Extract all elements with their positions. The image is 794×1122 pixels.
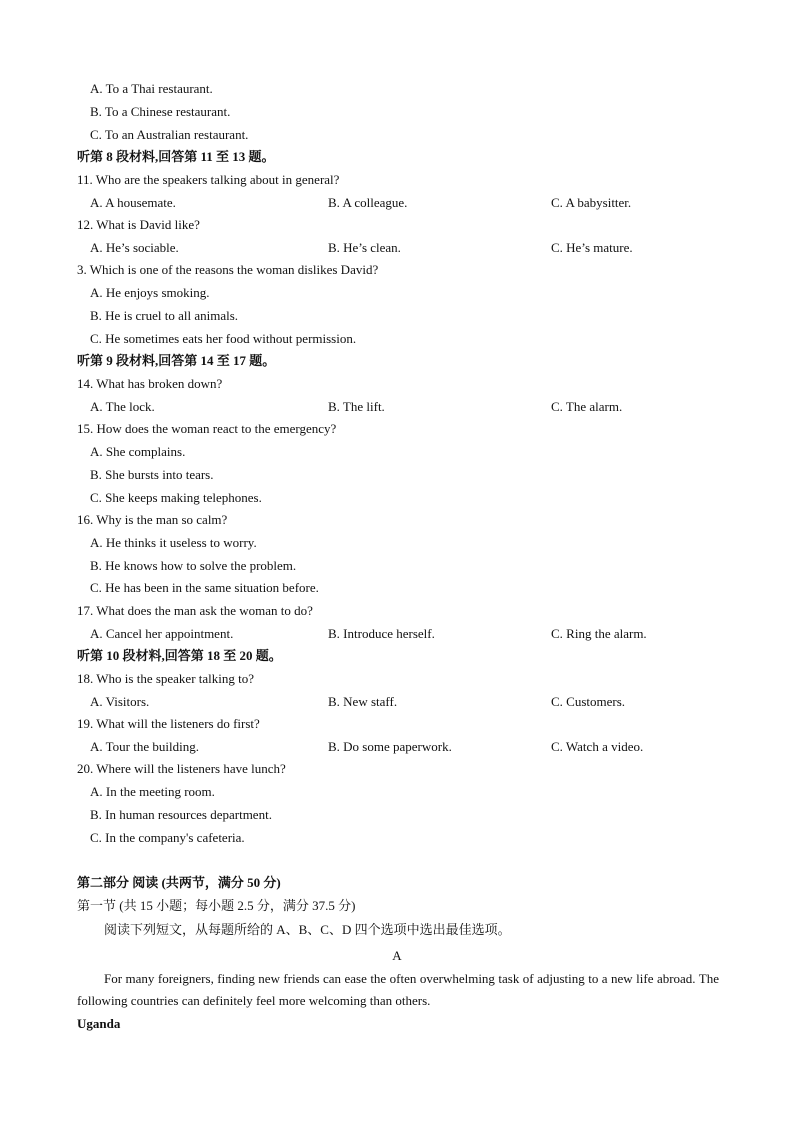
q17-option-a: A. Cancel her appointment. — [90, 626, 234, 641]
q12-option-c: C. He’s mature. — [551, 240, 633, 255]
q13-stem: 3. Which is one of the reasons the woman dislikes David? — [77, 262, 379, 277]
q20-stem: 20. Where will the listeners have lunch? — [77, 761, 286, 776]
q18-option-b: B. New staff. — [328, 694, 398, 709]
section-10-heading: 听第 10 段材料,回答第 18 至 20 题。 — [77, 648, 282, 663]
q13-option-b: B. He is cruel to all animals. — [90, 308, 239, 323]
q14-stem: 14. What has broken down? — [77, 376, 223, 391]
reading-instruction: 阅读下列短文，从每题所给的 A、B、C、D 四个选项中选出最佳选项。 — [104, 922, 511, 937]
q17-stem: 17. What does the man ask the woman to do? — [77, 603, 313, 618]
q15-option-a: A. She complains. — [90, 444, 186, 459]
q11-option-a: A. A housemate. — [90, 195, 176, 210]
section-9-heading: 听第 9 段材料,回答第 14 至 17 题。 — [77, 353, 276, 368]
q19-option-b: B. Do some paperwork. — [328, 739, 452, 754]
section-8-heading: 听第 8 段材料,回答第 11 至 13 题。 — [77, 149, 275, 164]
q10-option-a: A. To a Thai restaurant. — [90, 81, 213, 96]
q16-option-a: A. He thinks it useless to worry. — [90, 535, 257, 550]
q16-option-b: B. He knows how to solve the problem. — [90, 558, 297, 573]
q18-option-a: A. Visitors. — [90, 694, 150, 709]
part-two-title: 第二部分 阅读 (共两节，满分 50 分) — [77, 875, 281, 890]
q16-option-c: C. He has been in the same situation before. — [90, 580, 319, 595]
q20-option-c: C. In the company's cafeteria. — [90, 830, 245, 845]
q10-option-b: B. To a Chinese restaurant. — [90, 104, 231, 119]
q19-option-a: A. Tour the building. — [90, 739, 199, 754]
q14-option-c: C. The alarm. — [551, 399, 623, 414]
passage-subheading-uganda: Uganda — [77, 1016, 121, 1031]
q12-stem: 12. What is David like? — [77, 217, 200, 232]
q14-option-a: A. The lock. — [90, 399, 155, 414]
q17-option-b: B. Introduce herself. — [328, 626, 435, 641]
q12-option-b: B. He’s clean. — [328, 240, 401, 255]
q20-option-b: B. In human resources department. — [90, 807, 272, 822]
passage-label: A — [392, 948, 402, 963]
q13-option-c: C. He sometimes eats her food without permission. — [90, 331, 357, 346]
q18-option-c: C. Customers. — [551, 694, 626, 709]
reading-section-1-heading: 第一节 (共 15 小题；每小题 2.5 分，满分 37.5 分) — [77, 898, 356, 913]
q19-option-c: C. Watch a video. — [551, 739, 644, 754]
q10-option-c: C. To an Australian restaurant. — [90, 127, 249, 142]
q17-option-c: C. Ring the alarm. — [551, 626, 647, 641]
q15-option-b: B. She bursts into tears. — [90, 467, 214, 482]
q16-stem: 16. Why is the man so calm? — [77, 512, 228, 527]
q19-stem: 19. What will the listeners do first? — [77, 716, 260, 731]
q11-option-c: C. A babysitter. — [551, 195, 632, 210]
q18-stem: 18. Who is the speaker talking to? — [77, 671, 255, 686]
q15-stem: 15. How does the woman react to the emergency? — [77, 421, 337, 436]
q11-option-b: B. A colleague. — [328, 195, 408, 210]
q14-option-b: B. The lift. — [328, 399, 385, 414]
q11-stem: 11. Who are the speakers talking about in general? — [77, 172, 340, 187]
q15-option-c: C. She keeps making telephones. — [90, 490, 262, 505]
q20-option-a: A. In the meeting room. — [90, 784, 215, 799]
q12-option-a: A. He’s sociable. — [90, 240, 179, 255]
q13-option-a: A. He enjoys smoking. — [90, 285, 210, 300]
passage-paragraph-1: For many foreigners, finding new friends can ease the often overwhelming task of adjusting to a new life abroad. The following countries can definitely feel more welcoming than others. — [77, 971, 719, 1008]
